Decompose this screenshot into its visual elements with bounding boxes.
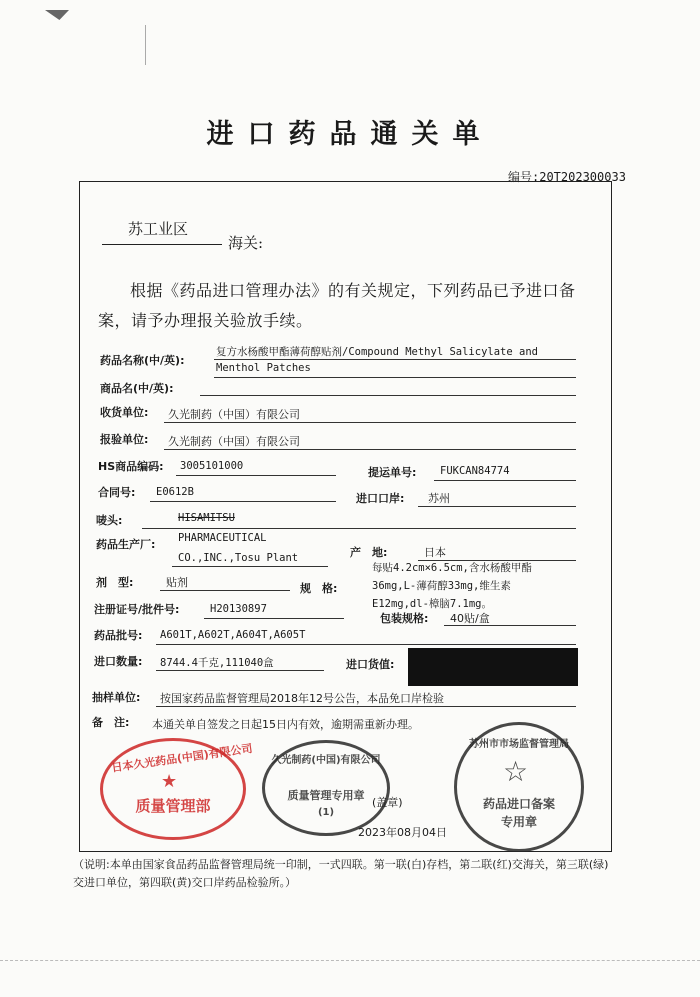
package-value: 40贴/盒 [450,612,490,625]
star-icon: ★ [161,771,178,792]
document-number-value: 20T202300033 [539,170,626,184]
origin-label: 产 地: [350,546,388,559]
inspector-label: 报验单位: [100,433,149,446]
manufacturer-label: 药品生产厂: [96,538,156,551]
bill-number-underline [434,480,576,481]
quantity-label: 进口数量: [94,655,143,668]
remark-label: 备 注: [92,716,130,729]
goods-value-label: 进口货值: [346,658,395,671]
shipping-mark-underline [142,528,576,529]
scan-edge [0,960,700,961]
registration-label: 注册证号/批件号: [94,603,180,616]
specification-value-2: 36mg,L-薄荷醇33mg,维生素 [372,580,511,592]
official-seal-center-text: 药品进口备案 [482,797,555,811]
contract-label: 合同号: [98,486,136,499]
dosage-form-value: 贴剂 [166,576,188,589]
registration-value: H20130897 [210,603,267,615]
department-stamp [100,738,254,840]
origin-value: 日本 [424,546,446,559]
manufacturer-value: PHARMACEUTICAL [178,532,267,544]
official-seal-ring-text: 苏州市市场监督管理局 [469,739,569,750]
remark-value: 本通关单自签发之日起15日内有效，逾期需重新办理。 [152,718,419,731]
official-seal-center-text-2: 专用章 [500,815,537,829]
quantity-value: 8744.4千克,111040盒 [160,657,274,669]
drug-name-value-cont: Menthol Patches [216,362,311,374]
quality-stamp-center-text: 质量管理专用章 [287,789,365,802]
package-underline [444,625,576,626]
batch-label: 药品批号: [94,629,143,642]
star-icon: ☆ [503,755,529,788]
scan-mark [145,25,146,65]
bill-number-value: FUKCAN84774 [440,465,510,477]
batch-value: A601T,A602T,A604T,A605T [160,629,306,641]
hs-code-label: HS商品编码: [98,460,164,473]
trade-name-label: 商品名(中/英): [100,382,174,395]
specification-label: 规 格: [300,582,338,595]
issue-date: 2023年08月04日 [358,826,447,839]
batch-underline [156,644,576,645]
contract-underline [150,501,336,502]
footnote: （说明:本单由国家食品药品监督管理局统一印制，一式四联。第一联(白)存档，第二联(红)交海关，第三联(绿)交进口单位，第四联(黄)交口岸药品检验所。） [73,858,609,889]
sampling-label: 抽样单位: [92,691,141,704]
goods-value-redacted [408,648,578,686]
sampling-value: 按国家药品监督管理局2018年12号公告，本品免口岸检验 [160,692,444,705]
consignee-value: 久光制药（中国）有限公司 [168,408,300,421]
sampling-underline [156,706,576,707]
quality-stamp-number: (1) [317,807,335,818]
drug-name-underline-2 [214,377,576,378]
customs-name: 苏工业区 [128,220,189,238]
drug-name-underline [214,359,576,360]
inspector-value: 久光制药（中国）有限公司 [168,435,300,448]
contract-value: E0612B [156,486,194,498]
hs-code-underline [176,475,336,476]
trade-name-underline [200,395,576,396]
shipping-mark-label: 唛头: [96,514,123,527]
consignee-label: 收货单位: [100,406,149,419]
drug-name-label: 药品名称(中/英): [100,354,185,367]
dosage-form-underline [160,590,290,591]
bill-number-label: 提运单号: [368,466,417,479]
port-underline [418,506,576,507]
department-stamp-ring-text: 日本久光药品(中国)有限公司 [110,741,254,775]
drug-name-value: 复方水杨酸甲酯薄荷醇贴剂/Compound Methyl Salicylate and [216,346,538,358]
hs-code-value: 3005101000 [180,460,244,472]
official-seal [454,722,584,852]
port-label: 进口口岸: [356,492,405,505]
intro-paragraph: 根据《药品进口管理办法》的有关规定，下列药品已予进口备案，请予办理报关验放手续。 [98,281,576,330]
document-number-label: 编号: [508,170,540,184]
department-stamp-center-text: 质量管理部 [135,797,211,815]
manufacturer-value-cont: CO.,INC.,Tosu Plant [178,552,299,564]
quality-stamp [262,740,390,836]
customs-suffix: 海关: [228,234,264,252]
seal-tag: (盖章) [372,796,403,809]
registration-underline [204,618,344,619]
package-label: 包装规格: [380,612,429,625]
consignee-underline [164,422,576,423]
page-title: 进口药品通关单 [206,119,494,150]
manufacturer-underline [172,566,328,567]
specification-value-3: E12mg,dl-樟脑7.1mg。 [372,598,493,610]
dosage-form-label: 剂 型: [96,576,134,589]
quantity-underline [156,670,324,671]
scan-mark [45,10,69,20]
customs-underline [102,244,222,245]
shipping-mark-value: HISAMITSU [178,512,235,524]
inspector-underline [164,449,576,450]
specification-value: 每贴4.2cm×6.5cm,含水杨酸甲酯 [372,562,532,574]
quality-stamp-ring-text: 久光制药(中国)有限公司 [271,755,381,766]
port-value: 苏州 [428,492,450,505]
